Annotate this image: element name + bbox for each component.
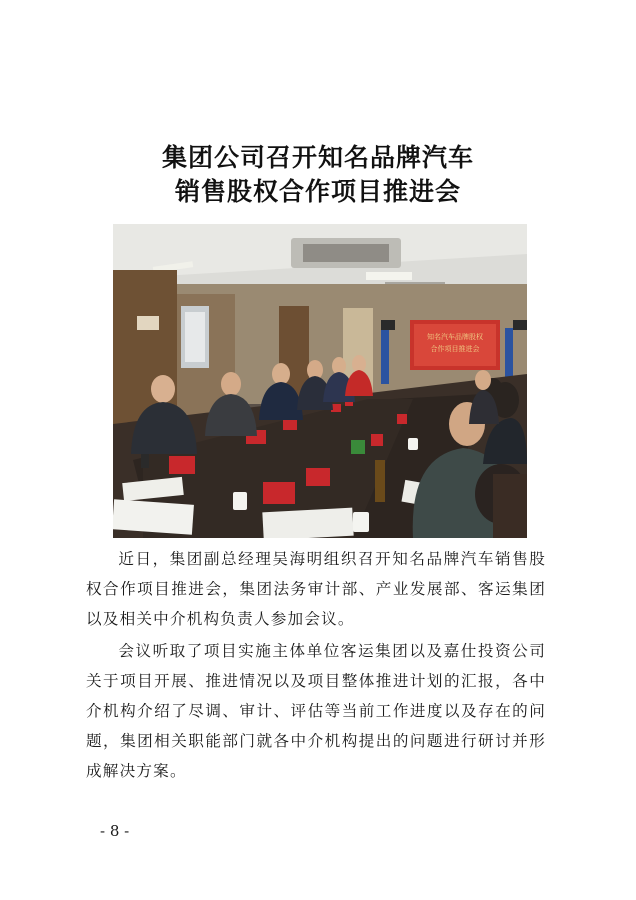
paragraph-2-text: 会议听取了项目实施主体单位客运集团以及嘉仕投资公司关于项目开展、推进情况以及项目整体推进计划的汇报，各中介机构介绍了尽调、审计、评估等当前工作进度以及存在的问题，集团相关职能部门就各中介机构提出的问题进行研讨并形成解决方案。 (86, 642, 546, 780)
screen-text-2: 合作项目推进会 (430, 345, 480, 353)
paragraph-1 (86, 544, 546, 634)
document-title-line-1: 集团公司召开知名品牌汽车 (161, 143, 474, 172)
page-number: - 8 - (100, 822, 130, 840)
screen-text-1: 知名汽车品牌股权 (427, 333, 483, 341)
meeting-photo (113, 224, 527, 538)
document-title-line-2: 销售股权合作项目推进会 (174, 177, 461, 206)
paragraph-2 (86, 636, 546, 786)
paragraph-1-text: 近日，集团副总经理吴海明组织召开知名品牌汽车销售股权合作项目推进会，集团法务审计部、产业发展部、客运集团以及相关中介机构负责人参加会议。 (86, 550, 546, 628)
